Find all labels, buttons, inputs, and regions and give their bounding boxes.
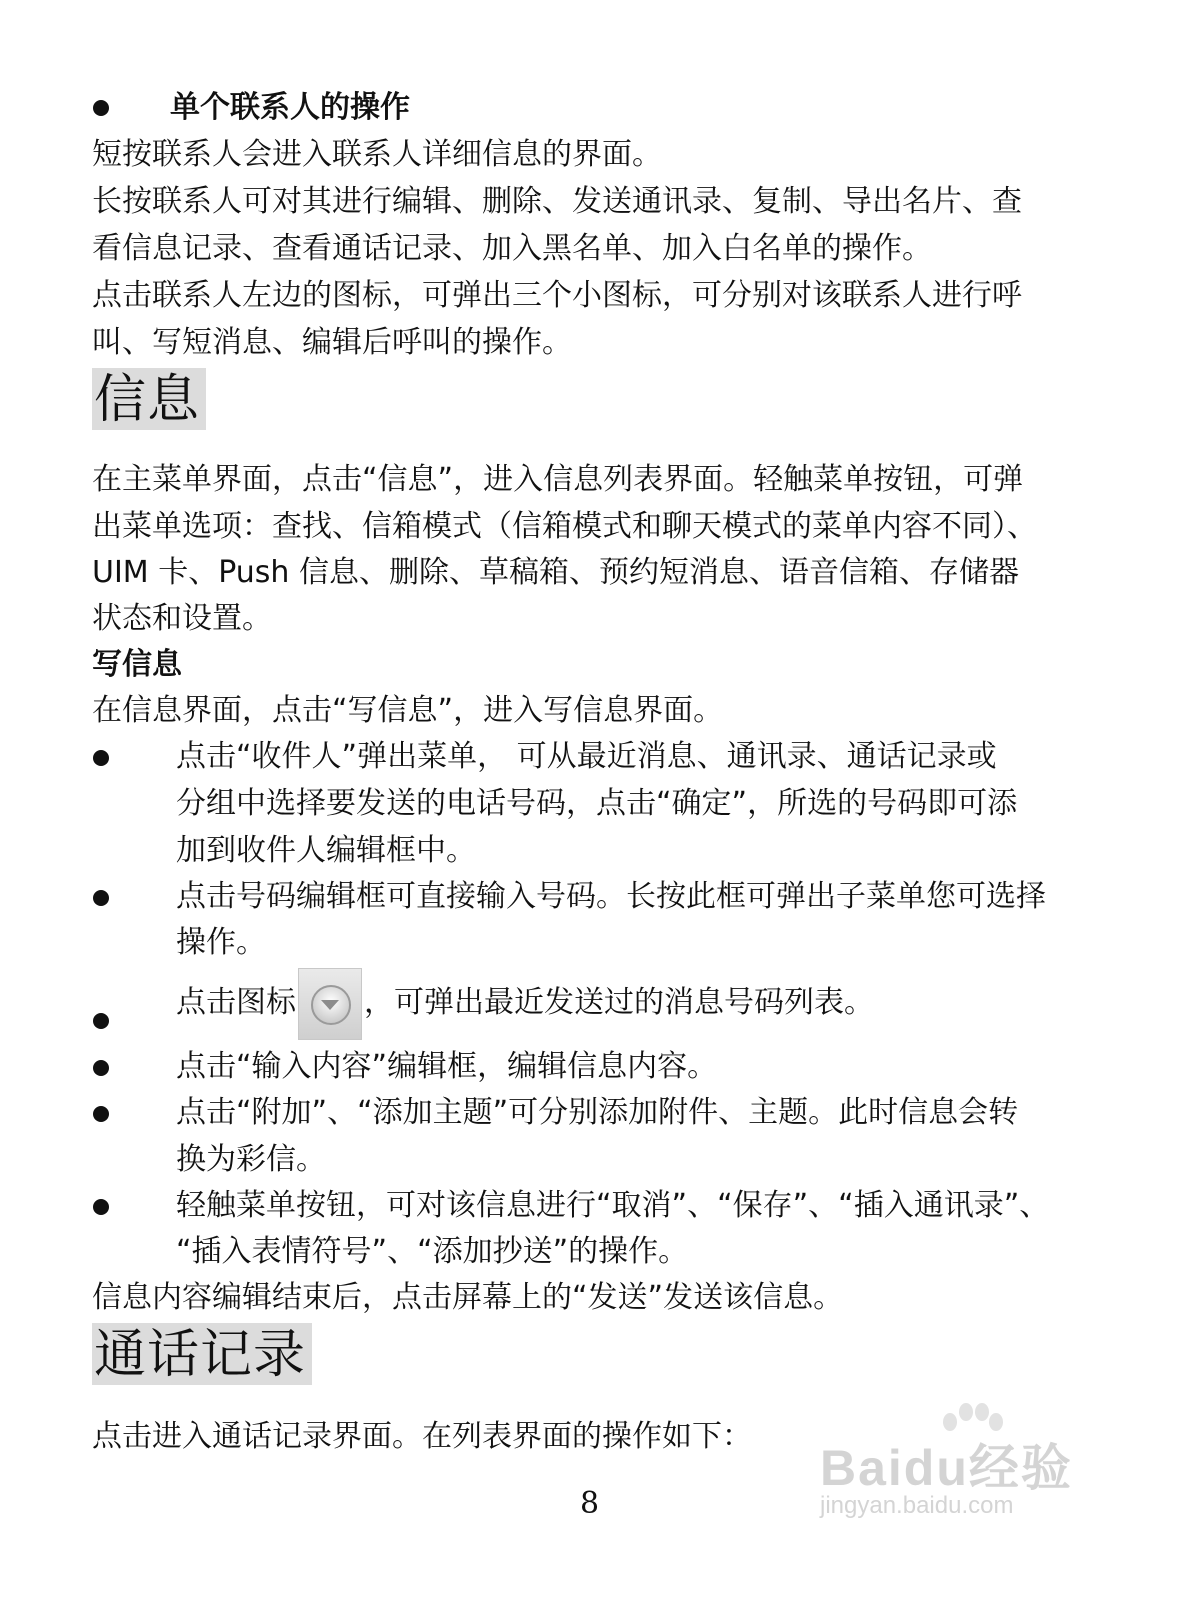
dropdown-arrow-icon [298, 968, 362, 1040]
bullet-line: “插入表情符号”、“添加抄送”的操作。 [176, 1234, 689, 1269]
paragraph-line: 在信息界面，点击“写信息”，进入写信息界面。 [92, 693, 724, 728]
paragraph-line: 叫、写短消息、编辑后呼叫的操作。 [92, 325, 572, 360]
watermark-brand: Baidu经验 [820, 1440, 1073, 1496]
bullet-dot [93, 100, 109, 116]
bullet-dot [93, 1106, 109, 1122]
bullet-line: 分组中选择要发送的电话号码，点击“确定”，所选的号码即可添 [176, 786, 1018, 821]
paragraph-line: 出菜单选项：查找、信箱模式（信箱模式和聊天模式的菜单内容不同）、 [92, 509, 1037, 544]
bullet-line: 点击号码编辑框可直接输入号码。长按此框可弹出子菜单您可选择 [176, 879, 1046, 914]
bullet-text: 点击图标 [176, 985, 296, 1020]
bullet-dot [93, 1199, 109, 1215]
heading-messages: 信息 [92, 368, 206, 430]
heading-call-log: 通话记录 [92, 1323, 312, 1385]
paragraph-line: 点击联系人左边的图标，可弹出三个小图标，可分别对该联系人进行呼 [92, 278, 1022, 313]
section-title-single-contact: 单个联系人的操作 [170, 90, 410, 125]
paragraph-line: 长按联系人可对其进行编辑、删除、发送通讯录、复制、导出名片、查 [92, 184, 1022, 219]
paragraph-line: UIM 卡、Push 信息、删除、草稿箱、预约短消息、语音信箱、存储器 [92, 555, 1019, 590]
bullet-line: 操作。 [176, 925, 266, 960]
paragraph-line: 短按联系人会进入联系人详细信息的界面。 [92, 137, 662, 172]
paragraph-line: 点击进入通话记录界面。在列表界面的操作如下： [92, 1419, 752, 1454]
subheading-write-message: 写信息 [92, 647, 182, 682]
paragraph-line: 信息内容编辑结束后，点击屏幕上的“发送”发送该信息。 [92, 1280, 844, 1315]
bullet-dot [93, 750, 109, 766]
page-number: 8 [579, 1486, 600, 1521]
bullet-line: 轻触菜单按钮，可对该信息进行“取消”、“保存”、“插入通讯录”、 [176, 1188, 1050, 1223]
baidu-watermark [820, 1400, 1110, 1520]
paragraph-line: 在主菜单界面，点击“信息”，进入信息列表界面。轻触菜单按钮，可弹 [92, 462, 1024, 497]
bullet-text: ，可弹出最近发送过的消息号码列表。 [364, 985, 874, 1020]
paragraph-line: 状态和设置。 [92, 601, 272, 636]
bullet-dot [93, 890, 109, 906]
bullet-line-with-icon [176, 966, 874, 1040]
bullet-line: 加到收件人编辑框中。 [176, 833, 476, 868]
bullet-line: 点击“输入内容”编辑框，编辑信息内容。 [176, 1049, 718, 1084]
bullet-line: 点击“收件人”弹出菜单， 可从最近消息、通讯录、通话记录或 [176, 739, 997, 774]
bullet-line: 换为彩信。 [176, 1142, 326, 1177]
bullet-line: 点击“附加”、“添加主题”可分别添加附件、主题。此时信息会转 [176, 1095, 1019, 1130]
bullet-dot [93, 1060, 109, 1076]
watermark-url: jingyan.baidu.com [820, 1492, 1014, 1519]
paragraph-line: 看信息记录、查看通话记录、加入黑名单、加入白名单的操作。 [92, 231, 932, 266]
bullet-dot [93, 1013, 109, 1029]
